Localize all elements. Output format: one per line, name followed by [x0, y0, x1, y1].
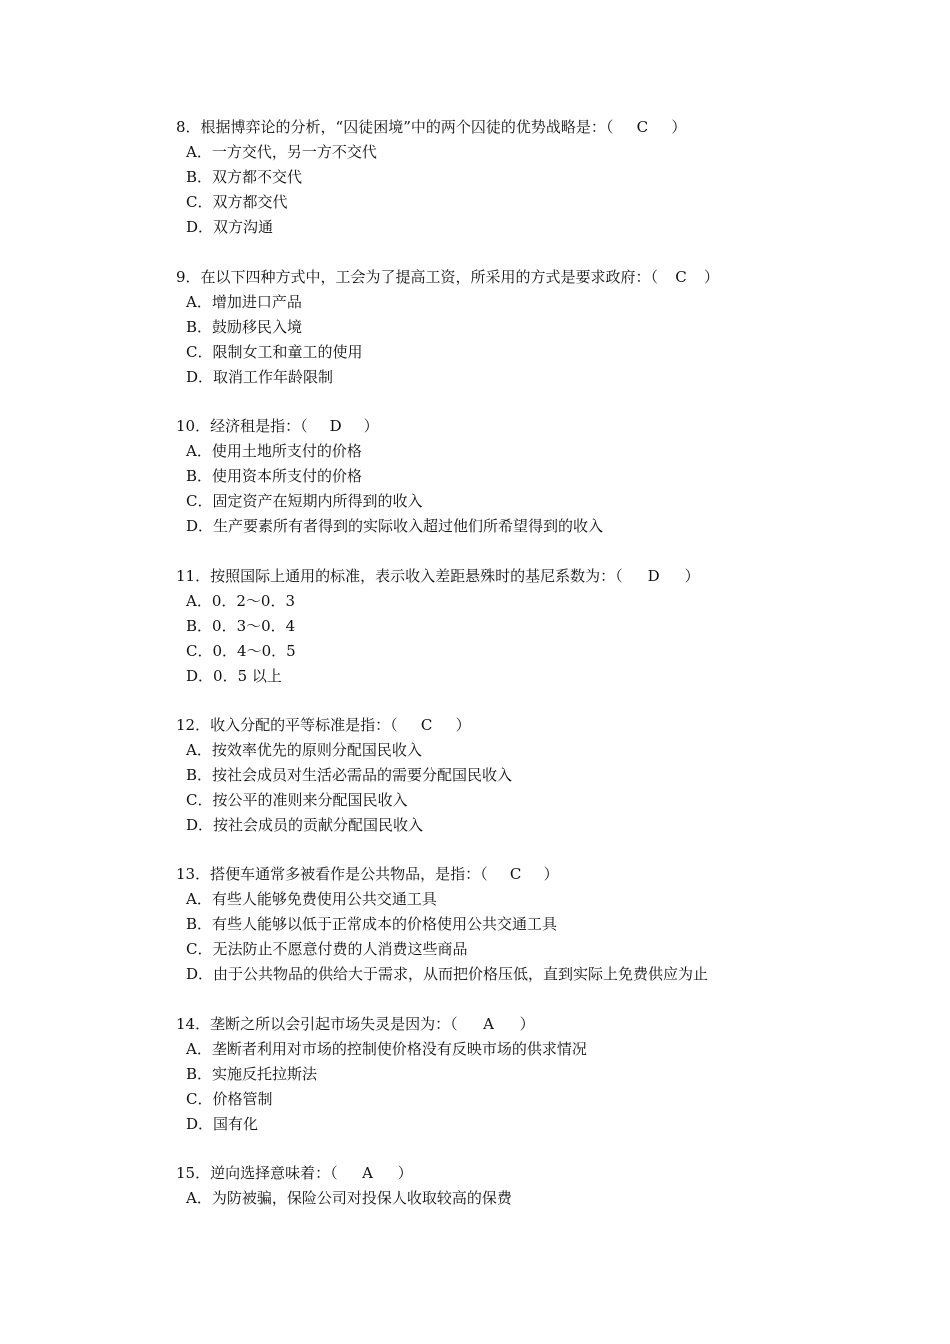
- question-stem: [176, 265, 876, 290]
- option-b: B．0．3～0．4: [186, 617, 296, 635]
- question-11: [176, 564, 876, 689]
- option-c: C．0．4～0．5: [186, 642, 296, 660]
- stem-close: ）: [671, 118, 687, 136]
- stem-text: 12．收入分配的平等标准是指：（: [176, 716, 398, 734]
- option-c: C．无法防止不愿意付费的人消费这些商品: [186, 940, 468, 958]
- stem-text: 15．逆向选择意味着：（: [176, 1164, 338, 1182]
- option-d: D．取消工作年龄限制: [186, 368, 334, 386]
- option-a: A．按效率优先的原则分配国民收入: [186, 741, 422, 759]
- answer-letter: D: [329, 417, 342, 435]
- stem-close: ）: [455, 716, 471, 734]
- stem-text: 8．根据博弈论的分析，“囚徒困境”中的两个囚徒的优势战略是：（: [176, 118, 614, 136]
- answer-letter: A: [362, 1164, 374, 1182]
- option-d: D．生产要素所有者得到的实际收入超过他们所希望得到的收入: [186, 517, 604, 535]
- question-stem: [176, 564, 876, 589]
- option-b: B．有些人能够以低于正常成本的价格使用公共交通工具: [186, 915, 558, 933]
- stem-text: 10．经济租是指：（: [176, 417, 308, 435]
- answer-letter: C: [675, 268, 687, 286]
- option-d: D．国有化: [186, 1115, 259, 1133]
- question-stem: [176, 862, 876, 887]
- question-9: [176, 265, 876, 390]
- option-c: C．按公平的准则来分配国民收入: [186, 791, 408, 809]
- option-c: C．固定资产在短期内所得到的收入: [186, 492, 423, 510]
- stem-text: 14．垄断之所以会引起市场失灵是因为：（: [176, 1015, 458, 1033]
- option-a: A．一方交代，另一方不交代: [186, 143, 377, 161]
- question-15: [176, 1161, 876, 1211]
- stem-close: ）: [684, 567, 700, 585]
- option-b: B．使用资本所支付的价格: [186, 467, 363, 485]
- option-b: B．鼓励移民入境: [186, 318, 303, 336]
- question-8: [176, 115, 876, 240]
- option-d: D．双方沟通: [186, 218, 274, 236]
- option-c: C．价格管制: [186, 1090, 273, 1108]
- question-14: [176, 1012, 876, 1137]
- option-a: A．使用土地所支付的价格: [186, 442, 362, 460]
- option-c: C．双方都交代: [186, 193, 288, 211]
- option-b: B．按社会成员对生活必需品的需要分配国民收入: [186, 766, 513, 784]
- option-a: A．为防被骗，保险公司对投保人收取较高的保费: [186, 1189, 512, 1207]
- stem-text: 13．搭便车通常多被看作是公共物品，是指：（: [176, 865, 488, 883]
- answer-letter: C: [509, 865, 522, 883]
- option-c: C．限制女工和童工的使用: [186, 343, 363, 361]
- stem-close: ）: [543, 865, 559, 883]
- answer-letter: A: [483, 1015, 495, 1033]
- stem-text: 11．按照国际上通用的标准，表示收入差距悬殊时的基尼系数为：（: [176, 567, 623, 585]
- answer-letter: D: [647, 567, 660, 585]
- option-d: D．由于公共物品的供给大于需求，从而把价格压低，直到实际上免费供应为止: [186, 965, 709, 983]
- stem-text: 9．在以下四种方式中，工会为了提高工资，所采用的方式是要求政府：（: [176, 268, 659, 286]
- question-12: [176, 713, 876, 838]
- question-13: [176, 862, 876, 987]
- answer-letter: C: [636, 118, 649, 136]
- option-a: A．增加进口产品: [186, 293, 302, 311]
- question-stem: [176, 414, 876, 439]
- question-stem: [176, 1161, 876, 1186]
- question-10: [176, 414, 876, 539]
- option-b: B．实施反托拉斯法: [186, 1065, 318, 1083]
- option-a: A．垄断者利用对市场的控制使价格没有反映市场的供求情况: [186, 1040, 587, 1058]
- question-stem: [176, 115, 876, 140]
- question-stem: [176, 1012, 876, 1037]
- option-a: A．有些人能够免费使用公共交通工具: [186, 890, 437, 908]
- option-d: D．0．5 以上: [186, 667, 282, 685]
- answer-letter: C: [420, 716, 433, 734]
- question-stem: [176, 713, 876, 738]
- option-a: A．0．2～0．3: [186, 592, 296, 610]
- stem-close: ）: [704, 268, 720, 286]
- stem-close: ）: [397, 1164, 413, 1182]
- option-d: D．按社会成员的贡献分配国民收入: [186, 816, 424, 834]
- stem-close: ）: [363, 417, 379, 435]
- option-b: B．双方都不交代: [186, 168, 303, 186]
- stem-close: ）: [519, 1015, 535, 1033]
